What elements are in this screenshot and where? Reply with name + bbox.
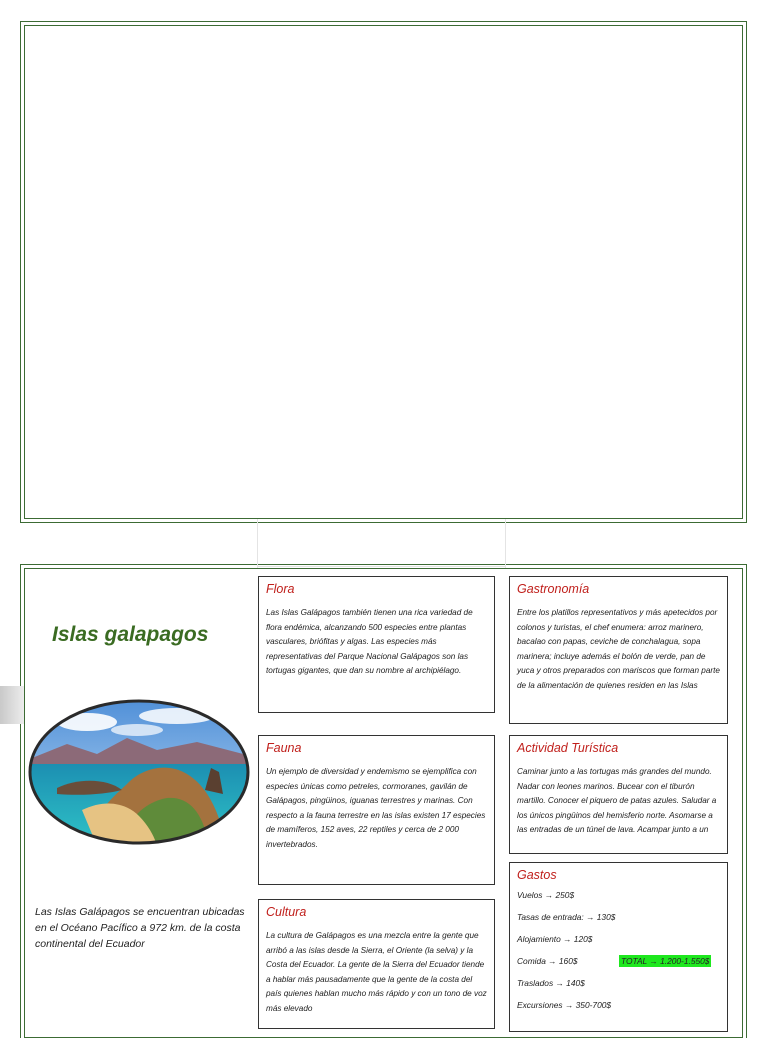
- gastronomia-section: [509, 576, 728, 724]
- expense-item: Excursiones → 350-700$: [517, 1000, 612, 1010]
- expense-item: Tasas de entrada: → 130$: [517, 912, 616, 922]
- flora-text: Las Islas Galápagos también tienen una rica variedad de flora endémica, alcanzando 500 especies entre plantas vasculares, briófitas y algas. Las especies más representativas del Parque Nacional Galápagos son las tortugas gigantes, que dan su nombre al archipiélago.: [266, 608, 473, 676]
- fauna-title: Fauna: [266, 741, 302, 755]
- expense-row-comida: [517, 950, 720, 972]
- fauna-text: Un ejemplo de diversidad y endemismo se ejemplifica con especies únicas como petreles, cormoranes, gavilán de Galápagos, pingüinos, iguanas terrestres y marinas. Con respecto a la fauna terrestre en las islas existen 17 especies de mamíferos, 152 aves, 22 reptiles y cerca de 2 000 invertebrados.: [266, 767, 486, 849]
- gastos-title: Gastos: [517, 868, 557, 882]
- cultura-text: La cultura de Galápagos es una mezcla entre la gente que arribó a las islas desde la Sierra, el Oriente (la selva) y la Costa del Ecuador. La gente de la Sierra del Ecuador tiende a hablar más pausadamente que la gente de la costa del país quienes hablan mucho más rápido y con un tono de voz más elevado: [266, 931, 487, 1013]
- cultura-title: Cultura: [266, 905, 307, 919]
- actividad-section: [509, 735, 728, 854]
- cultura-section: [258, 899, 495, 1029]
- expense-item: Alojamiento → 120$: [517, 934, 593, 944]
- brochure-title: Islas galapagos: [52, 623, 209, 646]
- margin-shadow: [0, 686, 24, 724]
- fold-guide-left: [257, 519, 258, 568]
- gastos-section: [509, 862, 728, 1032]
- island-photo: [27, 698, 251, 846]
- expense-item: Traslados → 140$: [517, 978, 585, 988]
- fold-guide-horizontal: [257, 566, 506, 567]
- actividad-title: Actividad Turística: [517, 741, 619, 755]
- flora-title: Flora: [266, 582, 295, 596]
- flora-section: [258, 576, 495, 713]
- fauna-section: [258, 735, 495, 885]
- total-badge: TOTAL → 1.200-1.550$: [621, 956, 710, 966]
- actividad-text: Caminar junto a las tortugas más grandes del mundo. Nadar con leones marinos. Bucear con el tiburón martillo. Conocer el piquero de patas azules. Saludar a los únicos pingüinos del hemisferio norte. Asomarse a las entradas de un túnel de lava. Acampar junto a un: [517, 767, 717, 835]
- blank-page-frame: [24, 25, 743, 519]
- expense-item: Comida → 160$: [517, 956, 578, 966]
- intro-text: Las Islas Galápagos se encuentran ubicadas en el Océano Pacífico a 972 km. de la costa continental del Ecuador: [35, 906, 245, 950]
- expense-item: Vuelos → 250$: [517, 890, 575, 900]
- fold-guide-right: [505, 519, 506, 568]
- gastronomia-title: Gastronomía: [517, 582, 590, 596]
- gastronomia-text: Entre los platillos representativos y más apetecidos por colonos y turistas, el chef enumera: arroz marinero, bacalao con papas, ceviche de conchalagua, sopa marinera; incluye además el bolón de verde, pan de yuca y otros preparados con mariscos que forman parte de la alimentación de quienes residen en las Islas: [517, 608, 720, 690]
